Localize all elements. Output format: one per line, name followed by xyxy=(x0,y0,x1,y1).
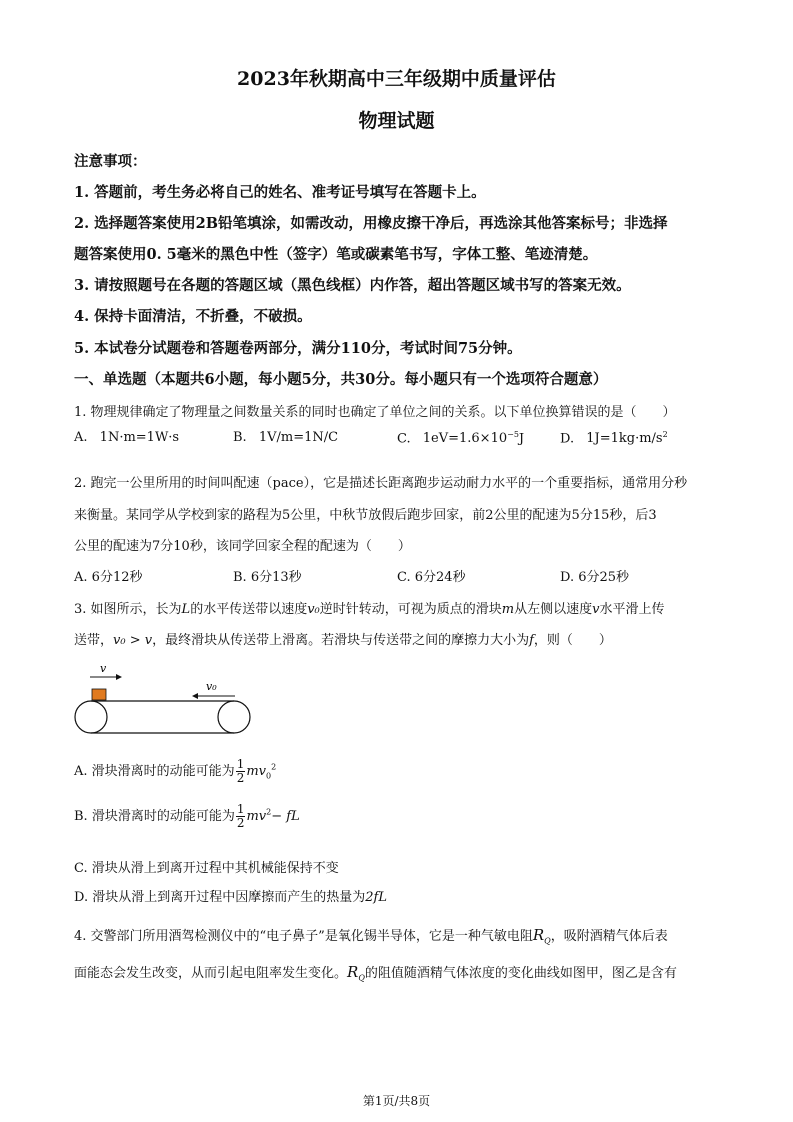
exam-title: 2023年秋期高中三年级期中质量评估 xyxy=(237,68,556,90)
q3-option-d: D. 滑块从滑上到离开过程中因摩擦而产生的热量为2fL xyxy=(74,890,387,905)
q2-option-d: D. 6分25秒 xyxy=(560,570,630,585)
notice-item: 4. 保持卡面清洁，不折叠，不破损。 xyxy=(74,308,312,325)
q3-option-b: B. 滑块滑离时的动能可能为 $\frac{1}{2}$ $mv^2-$ fL xyxy=(74,802,300,830)
q2-option-c: C. 6分24秒 xyxy=(397,570,466,585)
q3-line-1: 3. 如图所示，长为L的水平传送带以速度v₀逆时针转动，可视为质点的滑块m从左侧以速度v水平滑上传 xyxy=(74,602,665,617)
right-pulley xyxy=(218,701,250,733)
arrow-v0-head xyxy=(192,693,198,699)
q3-option-c: C. 滑块从滑上到离开过程中其机械能保持不变 xyxy=(74,861,339,876)
figure-label-v0: v₀ xyxy=(206,680,217,693)
notice-heading: 注意事项： xyxy=(74,153,147,170)
conveyor-belt-figure xyxy=(70,660,255,740)
fraction: $\frac{1}{2}$ xyxy=(236,802,245,830)
fraction: $\frac{1}{2}$ xyxy=(236,757,245,785)
q3-option-a: A. 滑块滑离时的动能可能为 $\frac{1}{2}$ $mv_0^2$ xyxy=(74,757,277,785)
figure-label-v: v xyxy=(100,662,107,675)
q1-option-b: B. 1V/m=1N/C xyxy=(233,430,339,445)
q1-stem: 1. 物理规律确定了物理量之间数量关系的同时也确定了单位之间的关系。以下单位换算错误的是（ ） xyxy=(74,405,676,420)
q1-option-a: A. 1N·m=1W·s xyxy=(74,430,180,445)
exam-subtitle: 物理试题 xyxy=(358,110,435,132)
notice-item: 题答案使用0. 5毫米的黑色中性（签字）笔或碳素笔书写，字体工整、笔迹清楚。 xyxy=(74,246,598,263)
slider-block xyxy=(92,689,106,700)
q4-line-2: 面能态会发生改变，从而引起电阻率发生变化。$R_Q$的阻值随酒精气体浓度的变化曲线如图甲，图乙是含有 xyxy=(74,963,677,983)
q2-line: 2. 跑完一公里所用的时间叫配速（pace），它是描述长距离跑步运动耐力水平的一个重要指标，通常用分秒 xyxy=(74,476,688,491)
section-heading: 一、单选题（本题共6小题，每小题5分，共30分。每小题只有一个选项符合题意） xyxy=(74,371,608,388)
arrow-v-head xyxy=(116,674,122,680)
q2-option-b: B. 6分13秒 xyxy=(233,570,302,585)
notice-item: 1. 答题前，考生务必将自己的姓名、准考证号填写在答题卡上。 xyxy=(74,184,486,201)
q1-option-c: C. $1eV=1.6\times 10^{-5}J$ xyxy=(397,430,525,447)
q2-line: 公里的配速为7分10秒，该同学回家全程的配速为（ ） xyxy=(74,539,411,554)
notice-item: 5. 本试卷分试题卷和答题卷两部分，满分110分，考试时间75分钟。 xyxy=(74,340,522,357)
q1-option-d: D. $1J=1kg\cdot m/s^2$ xyxy=(560,430,668,447)
q2-option-a: A. 6分12秒 xyxy=(74,570,143,585)
notice-item: 3. 请按照题号在各题的答题区域（黑色线框）内作答，超出答题区域书写的答案无效。 xyxy=(74,277,631,294)
page-footer: 第1页/共8页 xyxy=(362,1094,431,1108)
q3-line-2: 送带，v₀ > v，最终滑块从传送带上滑离。若滑块与传送带之间的摩擦力大小为f，则（ ） xyxy=(74,633,612,648)
q2-line: 来衡量。某同学从学校到家的路程为5公里，中秋节放假后跑步回家，前2公里的配速为5分15秒，后3 xyxy=(74,508,657,523)
notice-item: 2. 选择题答案使用2B铅笔填涂，如需改动，用橡皮擦干净后，再选涂其他答案标号；非选择 xyxy=(74,215,668,232)
q4-line-1: 4. 交警部门所用酒驾检测仪中的“电子鼻子”是氧化锡半导体，它是一种气敏电阻$R_Q$，吸附酒精气体后表 xyxy=(74,926,668,946)
left-pulley xyxy=(75,701,107,733)
